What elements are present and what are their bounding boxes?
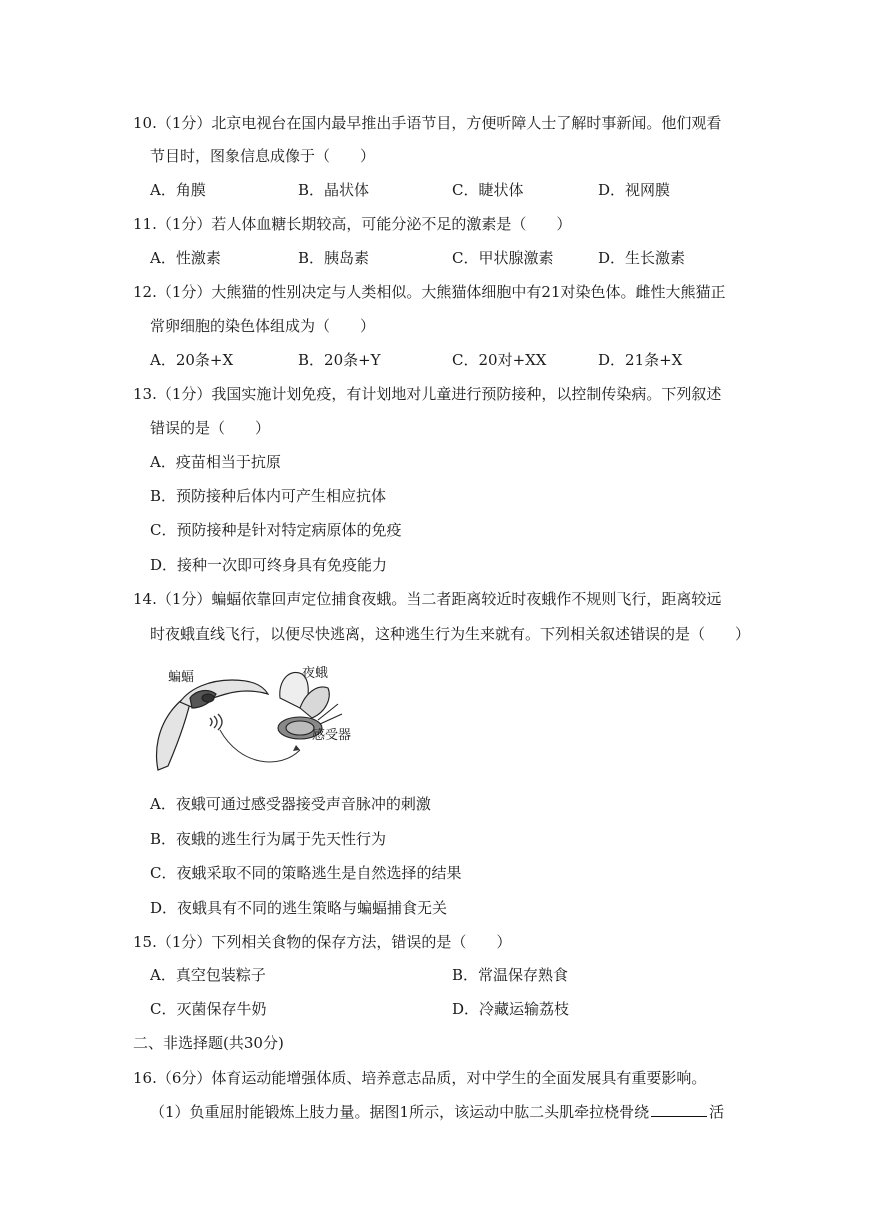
question-12-stem-line2: 常卵细胞的染色体组成为（ ） [150, 317, 376, 335]
question-11-option-d: D．生长激素 [598, 249, 686, 267]
question-11-stem-line1: 11.（1分）若人体血糖长期较高，可能分泌不足的激素是（ ） [133, 215, 572, 233]
question-16-sub1-text: （1）负重屈肘能锻炼上肢力量。据图1所示，该运动中肱二头肌牵拉桡骨绕 [150, 1103, 650, 1121]
question-12-option-b: B．20条+Y [298, 351, 381, 369]
question-15-stem-line1: 15.（1分）下列相关食物的保存方法，错误的是（ ） [133, 933, 512, 951]
receptor-label: 感受器 [312, 728, 352, 743]
question-12-option-a: A．20条+X [150, 351, 234, 369]
question-13-stem-line1: 13.（1分）我国实施计划免疫，有计划地对儿童进行预防接种，以控制传染病。下列叙述 [133, 385, 722, 403]
question-13-option-b: B．预防接种后体内可产生相应抗体 [150, 487, 387, 505]
question-10-option-b: B．晶状体 [298, 181, 370, 199]
question-16-stem-line1: 16.（6分）体育运动能增强体质、培养意志品质，对中学生的全面发展具有重要影响。 [133, 1069, 707, 1087]
question-10-option-a: A．角膜 [150, 181, 206, 199]
question-15-option-a: A．真空包装粽子 [150, 966, 266, 984]
question-11-option-a: A．性激素 [150, 249, 221, 267]
bat-label: 蝙蝠 [168, 670, 195, 685]
moth-label: 夜蛾 [302, 666, 329, 681]
section-heading-non-choice: 二、非选择题(共30分) [133, 1034, 284, 1052]
sound-waves [210, 714, 222, 730]
question-14-option-c: C．夜蛾采取不同的策略逃生是自然选择的结果 [150, 864, 462, 882]
question-12-stem-line1: 12.（1分）大熊猫的性别决定与人类相似。大熊猫体细胞中有21对染色体。雌性大熊猫正 [133, 283, 726, 301]
question-14-stem-line1: 14.（1分）蝙蝠依靠回声定位捕食夜蛾。当二者距离较近时夜蛾作不规则飞行，距离较远 [133, 590, 722, 608]
question-13-option-c: C．预防接种是针对特定病原体的免疫 [150, 521, 402, 539]
question-13-stem-line2: 错误的是（ ） [150, 419, 271, 437]
question-15-option-d: D．冷藏运输荔枝 [452, 1000, 570, 1018]
question-13-option-d: D．接种一次即可终身具有免疫能力 [150, 556, 388, 574]
question-16-sub1 [150, 1102, 724, 1122]
question-14-option-b: B．夜蛾的逃生行为属于先天性行为 [150, 830, 387, 848]
question-10-stem-line2: 节目时，图象信息成像于（ ） [150, 147, 376, 165]
question-12-option-d: D．21条+X [598, 351, 683, 369]
question-14-option-d: D．夜蛾具有不同的逃生策略与蝙蝠捕食无关 [150, 899, 448, 917]
answer-blank[interactable] [651, 1102, 707, 1117]
question-10-option-d: D．视网膜 [598, 181, 671, 199]
question-14-stem-line2: 时夜蛾直线飞行，以便尽快逃离，这种逃生行为生来就有。下列相关叙述错误的是（ ） [150, 625, 751, 643]
question-14-option-a: A．夜蛾可通过感受器接受声音脉冲的刺激 [150, 795, 431, 813]
question-11-option-c: C．甲状腺激素 [452, 249, 554, 267]
question-10-stem-line1: 10.（1分）北京电视台在国内最早推出手语节目，方便听障人士了解时事新闻。他们观看 [133, 114, 722, 132]
question-12-option-c: C．20对+XX [452, 351, 547, 369]
question-15-option-b: B．常温保存熟食 [452, 966, 569, 984]
question-10-option-c: C．睫状体 [452, 181, 524, 199]
bat-moth-figure [150, 658, 360, 778]
bat-drawing [157, 680, 268, 770]
question-15-option-c: C．灭菌保存牛奶 [150, 1000, 267, 1018]
question-13-option-a: A．疫苗相当于抗原 [150, 453, 281, 471]
question-11-option-b: B．胰岛素 [298, 249, 370, 267]
question-16-sub1-continuation: 活 [709, 1103, 725, 1121]
